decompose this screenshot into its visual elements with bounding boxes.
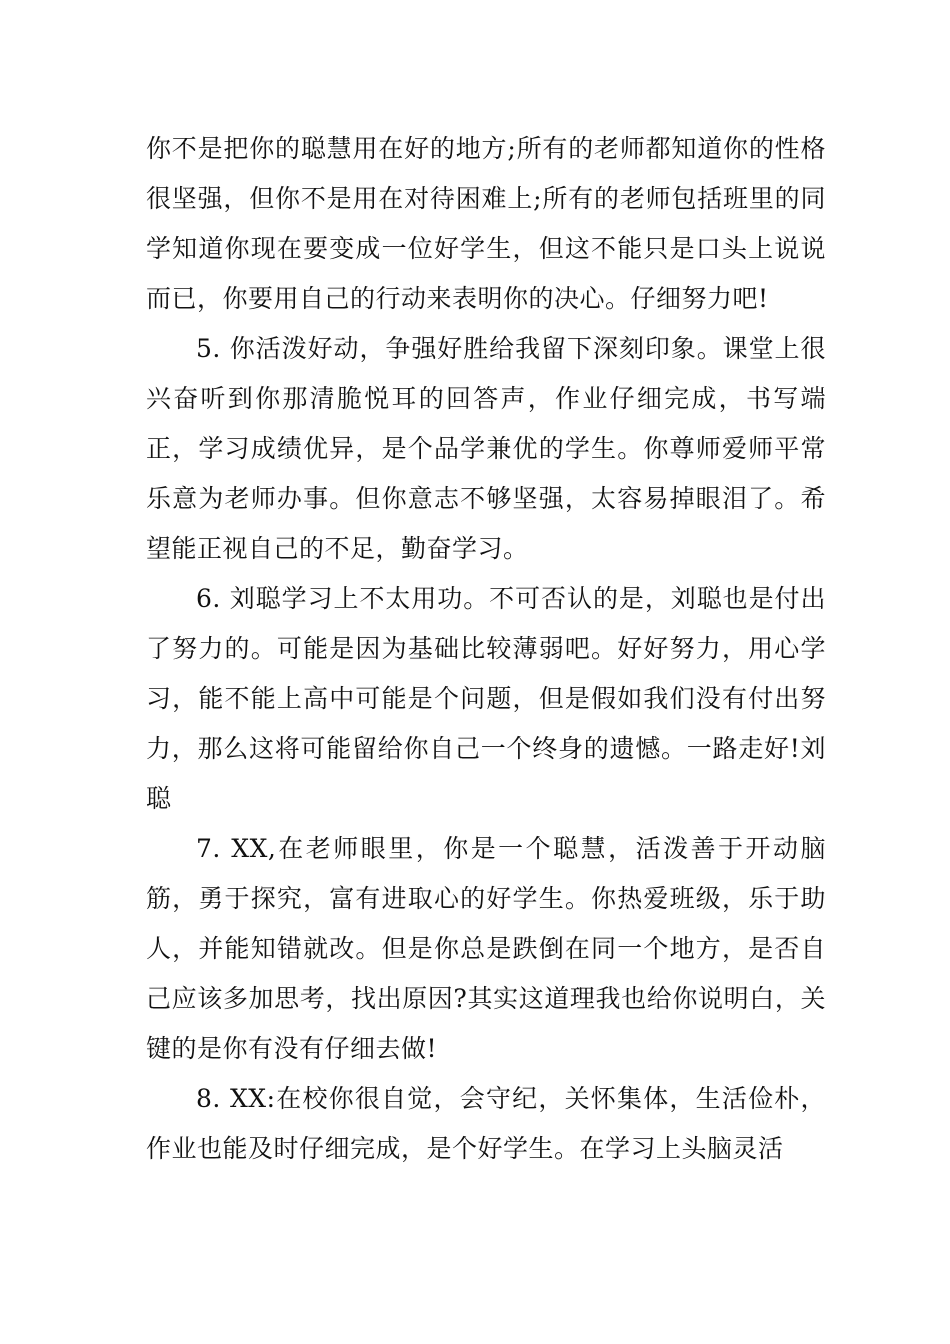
paragraph-comment-7: 7. XX,在老师眼里，你是一个聪慧，活泼善于开动脑筋，勇于探究，富有进取心的好学生。你热爱班级，乐于助人，并能知错就改。但是你总是跌倒在同一个地方，是否自己应该多加思考，找出原因?其实这道理我也给你说明白，关键的是你有没有仔细去做!	[146, 834, 826, 1063]
paragraph-comment-8: 8. XX:在校你很自觉，会守纪，关怀集体，生活俭朴，作业也能及时仔细完成，是个好学生。在学习上头脑灵活	[146, 1084, 826, 1163]
paragraph-continuation: 你不是把你的聪慧用在好的地方;所有的老师都知道你的性格很坚强，但你不是用在对待困难上;所有的老师包括班里的同学知道你现在要变成一位好学生，但这不能只是口头上说说而已，你要用自己的行动来表明你的决心。仔细努力吧!	[146, 134, 826, 313]
paragraph-comment-6: 6. 刘聪学习上不太用功。不可否认的是，刘聪也是付出了努力的。可能是因为基础比较薄弱吧。好好努力，用心学习，能不能上高中可能是个问题，但是假如我们没有付出努力，那么这将可能留给你自己一个终身的遗憾。一路走好!刘聪	[146, 584, 826, 813]
paragraph-comment-5: 5. 你活泼好动，争强好胜给我留下深刻印象。课堂上很兴奋听到你那清脆悦耳的回答声，作业仔细完成，书写端正，学习成绩优异，是个品学兼优的学生。你尊师爱师平常乐意为老师办事。但你意志不够坚强，太容易掉眼泪了。希望能正视自己的不足，勤奋学习。	[146, 334, 826, 563]
document-body	[146, 124, 826, 1174]
